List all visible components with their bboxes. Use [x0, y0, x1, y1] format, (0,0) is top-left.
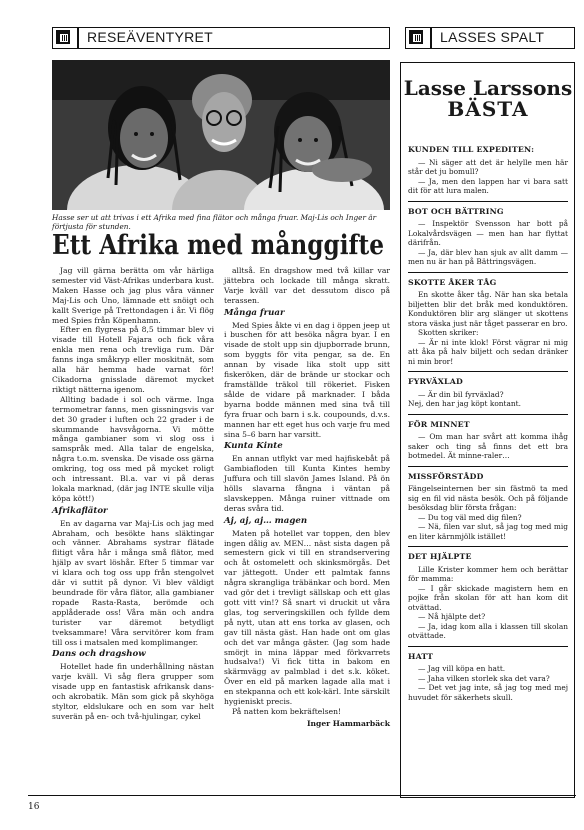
article-signature: Inger Hammarbäck: [306, 718, 390, 728]
page-number: 16: [28, 802, 40, 812]
section-divider: [408, 466, 568, 467]
joke-line: — Det vet jag inte, så jag tog med mej huvudet för säkerhets skull.: [408, 683, 568, 702]
section-divider: [408, 371, 568, 372]
joke-line: — Om man har svårt att komma ihåg saker och ting så finns det ett bra botmedel. Ät minne-raler…: [408, 432, 568, 460]
joke-line: Fängelseinternen ber sin fästmö ta med sig en fil vid nästa besök. Och på följande besöksdag blir första frågan:: [408, 484, 568, 512]
article-subheading: Afrikaflätor: [52, 505, 108, 516]
article-paragraph: Med Spies åkte vi en dag i öppen jeep ut i buschen för att besöka några byar. I en visade de stolt upp sin djupborrade brunn, som byggts för vita pengar, sa de. En annan by visade lika stolt upp sitt fiskeröken, där de brände ur stockar och framställde träkol till rökeriet. Fisken sålde de vidare på marknader. I båda byarna bodde männen med sina två till fyra fruar och barn i s.k. coupounds, d.v.s. mannen har ett eget hus och varje fru med sina 5–6 barn har varsitt.: [224, 320, 390, 439]
article-photo: [52, 60, 390, 210]
photo-illustration: [52, 60, 390, 210]
joke-line: — Jag vill köpa en hatt.: [418, 664, 506, 673]
section-header-label: LASSES SPALT: [440, 29, 545, 45]
joke-heading: BOT OCH BÄTTRING: [408, 206, 504, 216]
joke-line: Nej, den har jag köpt kontant.: [408, 399, 521, 408]
joke-heading: SKOTTE ÅKER TÅG: [408, 277, 497, 287]
joke-line: Lille Krister kommer hem och berättar för mamma:: [408, 564, 568, 583]
article-column-2: [224, 266, 390, 729]
joke-line: — Inspektör Svensson har bott på Lokalvårdsvägen — men han har flyttat därifrån.: [408, 219, 568, 247]
joke-line: — Du tog väl med dig filen?: [418, 512, 522, 522]
article-paragraph: På natten kom bekräftelsen!: [232, 706, 342, 716]
lasse-title-line1: Lasse Larssons: [403, 76, 573, 100]
joke-line: — Är din bil fyrväxlad?: [418, 389, 504, 399]
lasse-box-title: [401, 78, 575, 120]
article-subheading: Aj, aj, aj… magen: [224, 515, 308, 526]
joke-line: — Nä, filen var slut, så jag tog med mig en liter kärnmjölk istället!: [408, 522, 568, 541]
joke-line: — Jaha vilken storlek ska det vara?: [418, 673, 550, 683]
joke-line: — Ja, idag kom alla i klassen till skolan otvättade.: [408, 621, 568, 640]
lasse-jokes: [408, 145, 568, 702]
article-paragraph: alltså. En dragshow med två killar var jättebra och lockade till många skratt. Varje kväll var det dessutom disco på terassen.: [224, 266, 390, 305]
joke-heading: HATT: [408, 651, 434, 661]
article-paragraph: Jag vill gärna berätta om vår härliga semester vid Väst-Afrikas underbara kust. Maken Hasse och jag plus våra vänner Maj-Lis och Uno, lämnade ett snöigt och kallt Sverige på Trettondagen i år. Vi flög med Spies från Köpenhamn.: [52, 266, 214, 325]
joke-heading: DET HJÄLPTE: [408, 552, 472, 561]
photo-caption: Hasse ser ut att trivas i ett Afrika med fina flätor och många fruar. Maj-Lis och Inger är förtjusta för stunden.: [52, 213, 377, 231]
article-paragraph: Allting badade i sol och värme. Inga termometrar fanns, men gissningsvis var det 30 grader i luften och 22 grader i de skummande havsvågorna. Vi mötte många gambianer som vi slog oss i samspråk med. Alla talar de engelska, några t.o.m. svenska. De visade oss gärna omkring, tog oss med på mycket roligt och intressant. Bl.a. var vi på deras lokala marknad, (där jag INTE skulle vilja köpa kött!): [52, 394, 214, 503]
article-paragraph: Maten på hotellet var toppen, den blev ingen dålig av. MEN… näst sista dagen på semestern gick vi till en strandservering och åt ostomelett och skinksmörgås. Det var jättegott. Under ett palmtak fanns några skrangliga träbänkar och bord. Men vad gör det i trevligt sällskap och ett glas gott vitt vin!? Så snart vi druckit ut våra glas, tog serveringskillen och fyllde dem på nytt, utan att ens torka av glasen, och gav till nästa gäst. Han hade ont om glas och det var många gäster. (Jag som hade smörjt in mina läppar med förkvarrets hudsalva!) Vi fick titta in bakom en skärmvägg av palmblad i det s.k. köket. Över en eld på marken lagade alla mat i en stekpanna och ett kok-kärl. Inte särskilt hygieniskt precis.: [224, 528, 390, 707]
joke-line: — Är ni inte klok! Först vägrar ni mig att åka på halv biljett och sedan dränker ni min bror!: [408, 337, 568, 366]
joke-line: — Ni säger att det är helylle men här står det ju bomull?: [408, 157, 568, 176]
section-header-label: RESEÄVENTYRET: [87, 29, 214, 45]
section-divider: [408, 272, 568, 273]
section-header-lasses-spalt: [405, 27, 575, 49]
article-paragraph: En annan utflykt var med hajfiskebåt på Gambiafloden till Kunta Kintes hemby Juffura och till slavön James Island. På ön hölls slavarna fångna i väntan på slavskeppen. Många ruiner vittnade om deras svåra tid.: [224, 454, 390, 513]
lasse-title-line2: BÄSTA: [447, 97, 529, 121]
section-header-reseaventyret: [52, 27, 390, 49]
joke-heading: KUNDEN TILL EXPEDITEN:: [408, 145, 535, 154]
joke-line: — I går skickade magistern hem en pojke från skolan för att han kom dit otvättad.: [408, 583, 568, 612]
article-paragraph: Efter en flygresa på 8,5 timmar blev vi visade till Hotell Fajara och fick våra enkla men rena och trevliga rum. Där fanns inga småkryp eller moskitnät, som alla här hemma hade varnat för! Cikadorna gnisslade däremot mycket riktigt nätterna igenom.: [52, 325, 214, 394]
page-footer-rule: [28, 795, 576, 796]
section-logo-icon: [56, 30, 70, 44]
joke-line: — Ja, men den lappen har vi bara satt dit för att lura malen.: [408, 176, 568, 195]
joke-line: — Nå hjälpte det?: [418, 612, 486, 621]
article-title: Ett Afrika med månggifte: [52, 230, 385, 261]
joke-line: En skotte åker tåg. När han ska betala biljetten blir det bråk med konduktören. Konduktören blir arg slänger ut skottens stora väska just när tåget passerar en bro.: [408, 290, 568, 328]
section-divider: [408, 414, 568, 415]
article-column-1: [52, 266, 214, 722]
article-paragraph: En av dagarna var Maj-Lis och jag med Abraham, och besökte hans släktingar och vänner. Abrahams systrar flätade flitigt våra hår i många små flätor, med hjälp av svart löshår. Efter 5 timmar var vi klara och tog oss upp från stengolvet där vi suttit på dynor. Vi blev väldigt beundrade för våra flätor, alla gambianer ropade Rasta-Rasta, berömde och applåderade oss! Våra män och andra turister var däremot betydligt tveksammare! Våra servitörer kom fram till oss i matsalen med komplimanger.: [52, 518, 214, 647]
joke-heading: MISSFÖRSTÅDD: [408, 471, 484, 481]
article-subheading: Dans och dragshow: [52, 649, 146, 660]
section-divider: [408, 546, 568, 547]
joke-heading: FYRVÄXLAD: [408, 377, 463, 386]
section-divider: [408, 201, 568, 202]
article-paragraph: Hotellet hade fin underhållning nästan varje kväll. Vi såg flera grupper som visade upp en fantastisk afrikansk dans-och akrobatik. Män som gick på skyhöga styltor, eldslukare och en som var helt suverän på en- och två-hjulingar, cykel: [52, 662, 214, 721]
article-subheading: Kunta Kinte: [224, 441, 283, 452]
section-divider: [408, 646, 568, 647]
joke-line: Skotten skriker:: [418, 328, 479, 337]
section-logo-icon: [409, 30, 423, 44]
article-subheading: Många fruar: [224, 307, 285, 318]
joke-heading: FÖR MINNET: [408, 419, 470, 429]
joke-line: — Ja, där blev han sjuk av allt damm — men nu är han på Bättringsvägen.: [408, 247, 568, 266]
